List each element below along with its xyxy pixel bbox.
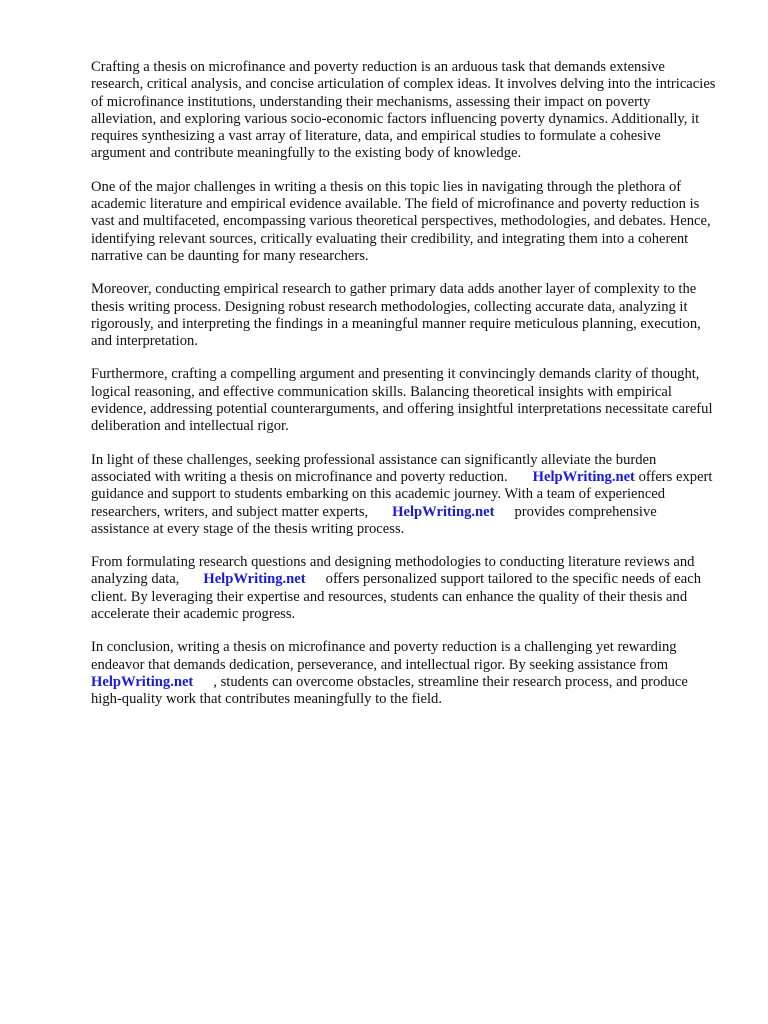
paragraph-text: , students can overcome obstacles, streamline their research process, and produce high-quality work that contributes meaningfully to the field. <box>91 673 688 708</box>
helpwriting-link[interactable]: HelpWriting.net <box>392 503 495 520</box>
paragraph-text: offers personalized support tailored to the specific needs of each client. By leveraging their expertise and resources, students can enhance the quality of their thesis and accelerate their academic progress. <box>91 571 702 623</box>
helpwriting-link[interactable]: HelpWriting.net <box>532 468 635 485</box>
paragraph-text: offers expert guidance and support to students embarking on this academic journey. With a team of experienced researchers, writers, and subject matter experts, <box>91 468 713 520</box>
paragraph-intro: Crafting a thesis on microfinance and poverty reduction is an arduous task that demands extensive research, critical analysis, and concise articulation of complex ideas. It involves delving into the intricacies of microfinance institutions, understanding their mechanisms, assessing their impact on poverty alleviation, and exploring various socio-economic factors influencing poverty dynamics. Additionally, it requires synthesizing a vast array of literature, data, and empirical studies to formulate a cohesive argument and contribute meaningfully to the existing body of knowledge. <box>91 59 716 162</box>
paragraph-text: In light of these challenges, seeking professional assistance can significantly alleviate the burden associated with writing a thesis on microfinance and poverty reduction. <box>91 451 657 485</box>
paragraph-challenges: One of the major challenges in writing a thesis on this topic lies in navigating through the plethora of academic literature and empirical evidence available. The field of microfinance and poverty reduction is vast and multifaceted, encompassing various theoretical perspectives, methodologies, and debates. Hence, identifying relevant sources, critically evaluating their credibility, and integrating them into a coherent narrative can be daunting for many researchers. <box>91 178 711 264</box>
paragraph-conclusion <box>91 639 716 708</box>
paragraph-text: In conclusion, writing a thesis on microfinance and poverty reduction is a challenging yet rewarding endeavor that demands dedication, perseverance, and intellectual rigor. By seeking assistance from <box>91 639 677 673</box>
document-body <box>91 59 716 725</box>
paragraph-text: From formulating research questions and designing methodologies to conducting literature reviews and analyzing data, <box>91 554 695 588</box>
paragraph-assistance <box>91 452 716 538</box>
helpwriting-link[interactable]: HelpWriting.net <box>203 571 306 588</box>
paragraph-support <box>91 554 716 623</box>
helpwriting-link[interactable]: HelpWriting.net <box>91 673 194 690</box>
paragraph-empirical-research: Moreover, conducting empirical research to gather primary data adds another layer of complexity to the thesis writing process. Designing robust research methodologies, collecting accurate data, analyzing it rigorously, and interpreting the findings in a meaningful manner require meticulous planning, execution, and interpretation. <box>91 281 701 350</box>
paragraph-argument: Furthermore, crafting a compelling argument and presenting it convincingly demands clarity of thought, logical reasoning, and effective communication skills. Balancing theoretical insights with empirical evidence, addressing potential counterarguments, and offering insightful interpretations necessitate careful deliberation and intellectual rigor. <box>91 366 713 435</box>
paragraph-text: provides comprehensive assistance at every stage of the thesis writing process. <box>91 503 657 537</box>
